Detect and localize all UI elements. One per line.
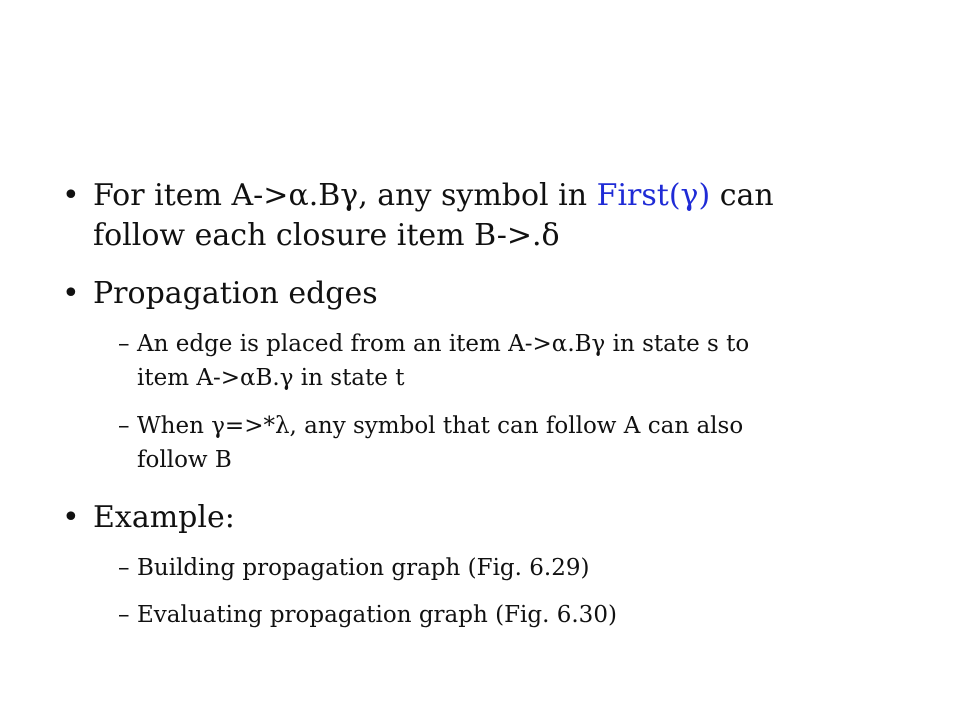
text-line-1: When γ=>*λ, any symbol that can follow A can also xyxy=(137,413,744,439)
bullet-text: Example: xyxy=(93,500,235,535)
sub-item-building-graph xyxy=(118,551,918,585)
text-part: can xyxy=(710,178,774,213)
sub-item-text xyxy=(137,327,749,395)
sub-item-evaluating-graph xyxy=(118,598,918,632)
dash-icon: – xyxy=(118,331,130,357)
dash-icon: – xyxy=(118,555,130,581)
text-line-1 xyxy=(93,176,774,216)
sub-item-text: Evaluating propagation graph (Fig. 6.30) xyxy=(137,602,617,628)
sub-item-text xyxy=(137,409,743,477)
bullet-item-propagation-edges xyxy=(62,274,922,314)
bullet-icon: • xyxy=(62,500,80,535)
text-line-2: follow B xyxy=(137,447,232,473)
bullet-icon: • xyxy=(62,178,80,213)
text-line-1: An edge is placed from an item A->α.Bγ in state s to xyxy=(137,331,750,357)
dash-icon: – xyxy=(118,602,130,628)
sub-item-lambda-case xyxy=(118,409,918,477)
bullet-item-first-closure xyxy=(62,176,922,256)
text-part: For item A->α.Bγ, any symbol in xyxy=(93,178,597,213)
bullet-icon: • xyxy=(62,276,80,311)
text-line-2: item A->αB.γ in state t xyxy=(137,365,405,391)
sub-item-edge-placement xyxy=(118,327,918,395)
text-line-2: follow each closure item B->.δ xyxy=(93,218,560,253)
sub-item-text: Building propagation graph (Fig. 6.29) xyxy=(137,555,590,581)
dash-icon: – xyxy=(118,413,130,439)
first-gamma-highlight: First(γ) xyxy=(596,178,711,213)
bullet-text: Propagation edges xyxy=(93,276,378,311)
bullet-item-example xyxy=(62,498,922,538)
bullet-text xyxy=(93,176,774,256)
